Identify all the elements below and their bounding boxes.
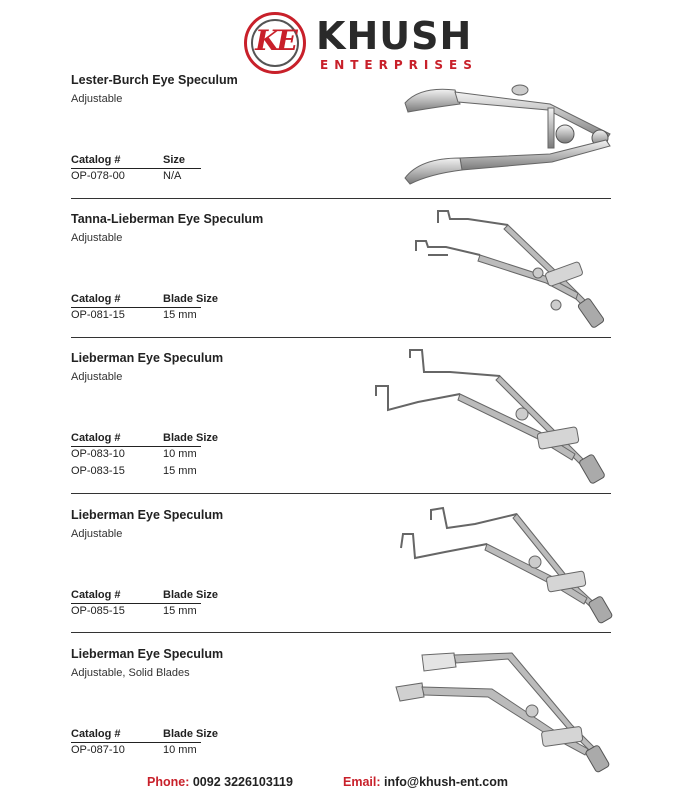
phone-number[interactable]: 0092 3226103119 <box>192 775 293 789</box>
email-label: Email: <box>343 775 381 789</box>
catalog-header: Catalog # <box>71 589 121 601</box>
phone-label: Phone: <box>147 775 190 789</box>
product-title: Lieberman Eye Speculum <box>71 647 224 661</box>
size-header: Blade Size <box>163 293 219 305</box>
lieberman-speculum-image <box>395 500 615 625</box>
catalog-cell: OP-083-10 <box>71 448 125 460</box>
size-cell: 15 mm <box>163 605 197 617</box>
catalog-cell: OP-083-15 <box>71 465 125 477</box>
catalog-cell: OP-087-10 <box>71 744 125 756</box>
phone-contact[interactable] <box>147 775 293 789</box>
lester-burch-speculum-image <box>400 78 615 188</box>
logo-monogram: KE <box>255 24 295 57</box>
header-rule <box>71 742 201 743</box>
size-header: Blade Size <box>163 589 219 601</box>
section-divider <box>71 337 611 338</box>
brand-logo <box>244 12 478 76</box>
product-subtitle: Adjustable <box>71 232 123 244</box>
product-title: Lieberman Eye Speculum <box>71 351 224 365</box>
brand-tagline: ENTERPRISES <box>320 58 478 72</box>
product-subtitle: Adjustable <box>71 93 123 105</box>
size-header: Blade Size <box>163 728 219 740</box>
catalog-cell: OP-078-00 <box>71 170 125 182</box>
size-cell: N/A <box>163 170 182 182</box>
header-rule <box>71 446 201 447</box>
catalog-cell: OP-085-15 <box>71 605 125 617</box>
header-rule <box>71 307 201 308</box>
header-rule <box>71 168 201 169</box>
header-rule <box>71 603 201 604</box>
catalog-cell: OP-081-15 <box>71 309 125 321</box>
product-title: Lieberman Eye Speculum <box>71 508 224 522</box>
catalog-header: Catalog # <box>71 432 121 444</box>
product-subtitle: Adjustable <box>71 371 123 383</box>
size-cell: 10 mm <box>163 744 197 756</box>
catalog-header: Catalog # <box>71 293 121 305</box>
size-header: Blade Size <box>163 432 219 444</box>
size-cell: 15 mm <box>163 309 197 321</box>
size-header: Size <box>163 154 186 166</box>
catalog-header: Catalog # <box>71 154 121 166</box>
lieberman-solid-blades-speculum-image <box>392 645 612 775</box>
email-contact[interactable] <box>343 775 508 789</box>
size-cell: 10 mm <box>163 448 197 460</box>
product-title: Tanna-Lieberman Eye Speculum <box>71 212 264 226</box>
product-title: Lester-Burch Eye Speculum <box>71 73 238 87</box>
lieberman-speculum-image <box>370 346 615 486</box>
size-cell: 15 mm <box>163 465 197 477</box>
section-divider <box>71 632 611 633</box>
product-subtitle: Adjustable <box>71 528 123 540</box>
product-subtitle: Adjustable, Solid Blades <box>71 667 190 679</box>
catalog-header: Catalog # <box>71 728 121 740</box>
brand-name: KHUSH <box>316 14 473 58</box>
section-divider <box>71 493 611 494</box>
email-address[interactable]: info@khush-ent.com <box>384 775 508 789</box>
section-divider <box>71 198 611 199</box>
tanna-lieberman-speculum-image <box>408 203 613 333</box>
